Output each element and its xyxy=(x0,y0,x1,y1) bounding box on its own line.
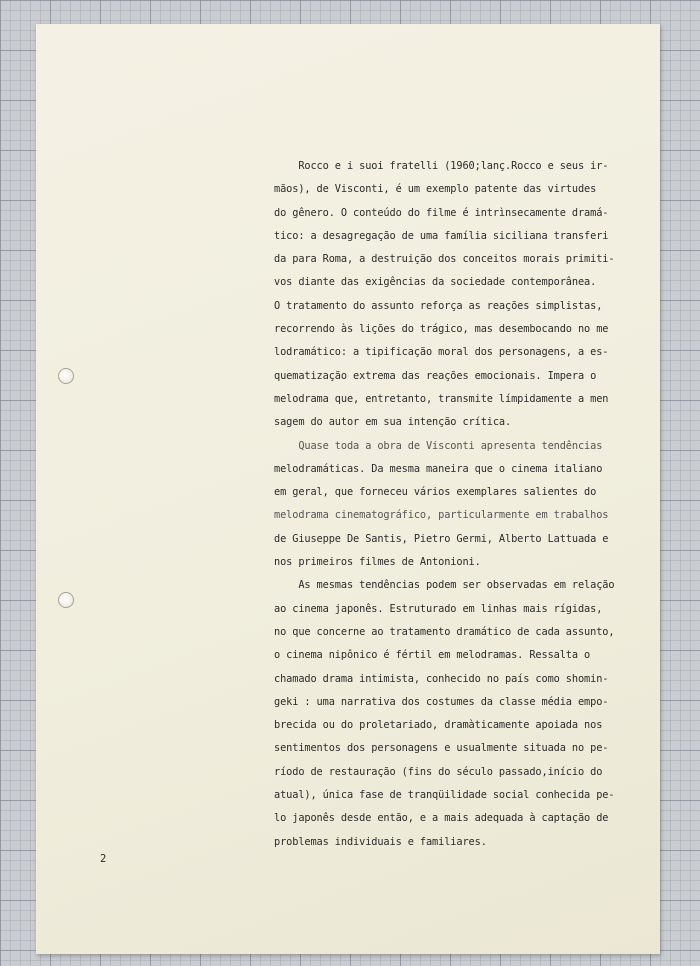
text-line: recorrendo às lições do trágico, mas desembocando no me xyxy=(274,323,609,336)
text-line: mãos), de Visconti, é um exemplo patente das virtudes xyxy=(274,183,597,196)
text-line: do gênero. O conteúdo do filme é intrìnsecamente dramá- xyxy=(274,206,609,219)
text-line: sagem do autor em sua intenção crítica. xyxy=(274,416,512,429)
text-line: Quase toda a obra de Visconti apresenta tendências xyxy=(274,439,603,452)
punch-hole xyxy=(58,368,74,384)
text-line: chamado drama intimista, conhecido no país como shomin- xyxy=(274,672,609,685)
text-line: ríodo de restauração (fins do século passado,início do xyxy=(274,765,603,778)
text-line: melodramáticas. Da mesma maneira que o cinema italiano xyxy=(274,462,603,475)
text-line: Rocco e i suoi fratelli (1960;lanç.Rocco e seus ir- xyxy=(274,160,609,172)
text-line: vos diante das exigências da sociedade contemporânea. xyxy=(274,276,597,289)
text-line: melodrama que, entretanto, transmite límpidamente a men xyxy=(274,392,609,405)
text-line: de Giuseppe De Santis, Pietro Germi, Alberto Lattuada e xyxy=(274,532,609,545)
text-line: lodramático: a tipificação moral dos personagens, a es- xyxy=(274,346,609,359)
text-line: O tratamento do assunto reforça as reações simplistas, xyxy=(274,299,603,312)
text-line: brecida ou do proletariado, dramàticamente apoiada nos xyxy=(274,719,603,732)
text-line: atual), única fase de tranqüilidade social conhecida pe- xyxy=(274,789,615,802)
body-text xyxy=(274,155,650,854)
text-line: em geral, que forneceu vários exemplares salientes do xyxy=(274,486,597,499)
text-line: tico: a desagregação de uma família siciliana transferi xyxy=(274,229,609,242)
text-line: nos primeiros filmes de Antonioni. xyxy=(274,556,481,569)
text-line: no que concerne ao tratamento dramático de cada assunto, xyxy=(274,625,615,638)
punch-hole xyxy=(58,592,74,608)
typewritten-page xyxy=(36,24,660,954)
page-number: 2 xyxy=(100,853,107,865)
text-line: da para Roma, a destruição dos conceitos morais primiti- xyxy=(274,253,615,266)
text-line: quematização extrema das reações emocionais. Impera o xyxy=(274,369,597,382)
text-line: problemas individuais e familiares. xyxy=(274,835,487,848)
text-line: sentimentos dos personagens e usualmente situada no pe- xyxy=(274,742,609,755)
text-line: lo japonês desde então, e a mais adequada à captação de xyxy=(274,812,609,825)
text-line: As mesmas tendências podem ser observadas em relação xyxy=(274,579,615,592)
text-line: geki : uma narrativa dos costumes da classe média empo- xyxy=(274,695,609,708)
text-line: o cinema nipônico é fértil em melodramas. Ressalta o xyxy=(274,649,591,662)
text-line: melodrama cinematográfico, particularmente em trabalhos xyxy=(274,509,609,522)
text-line: ao cinema japonês. Estruturado em linhas mais rígidas, xyxy=(274,602,603,615)
